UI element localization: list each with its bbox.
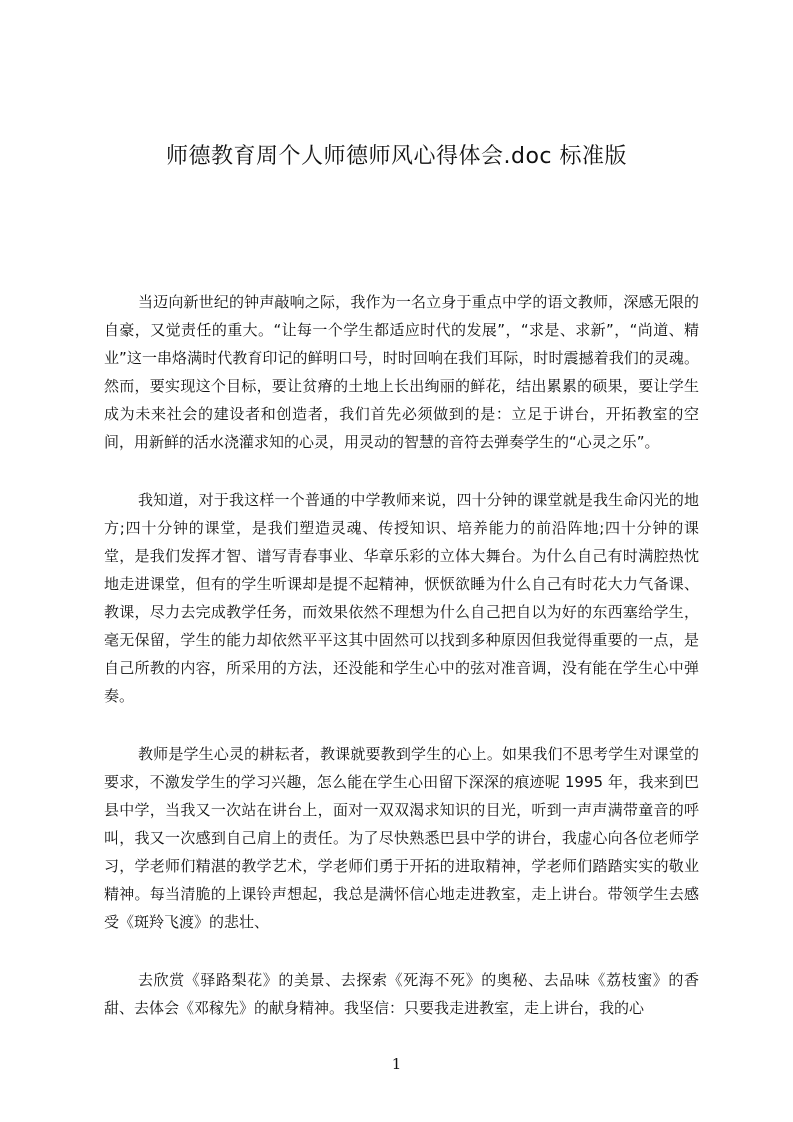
paragraph-4: 去欣赏《驿路梨花》的美景、去探索《死海不死》的奥秘、去品味《荔枝蜜》的香甜、去体会《邓稼先》的献身精神。我坚信：只要我走进教室，走上讲台，我的心 bbox=[104, 971, 699, 1017]
page-number: 1 bbox=[391, 1055, 402, 1073]
paragraph-2: 我知道，对于我这样一个普通的中学教师来说，四十分钟的课堂就是我生命闪光的地方;四十分钟的课堂，是我们塑造灵魂、传授知识、培养能力的前沿阵地;四十分钟的课堂，是我们发挥才智、谱写青春事业、华章乐彩的立体大舞台。为什么自己有时满腔热忱地走进课堂，但有的学生听课却是提不起精神，恹恹欲睡为什么自己有时花大力气备课、教课，尽力去完成教学任务，而效果依然不理想为什么自己把自以为好的东西塞给学生，毫无保留，学生的能力却依然平平这其中固然可以找到多种原因但我觉得重要的一点，是自己所教的内容，所采用的方法，还没能和学生心中的弦对准音调，没有能在学生心中弹奏。 bbox=[104, 491, 699, 705]
paragraph-1: 当迈向新世纪的钟声敲响之际，我作为一名立身于重点中学的语文教师，深感无限的自豪，又觉责任的重大。“让每一个学生都适应时代的发展”，“求是、求新”，“尚道、精业”这一串烙满时代教育印记的鲜明口号，时时回响在我们耳际，时时震撼着我们的灵魂。然而，要实现这个目标，要让贫瘠的土地上长出绚丽的鲜花，结出累累的硕果，要让学生成为未来社会的建设者和创造者，我们首先必须做到的是：立足于讲台，开拓教室的空间，用新鲜的活水浇灌求知的心灵，用灵动的智慧的音符去弹奏学生的“心灵之乐”。 bbox=[104, 293, 699, 451]
paragraph-3: 教师是学生心灵的耕耘者，教课就要教到学生的心上。如果我们不思考学生对课堂的要求，不激发学生的学习兴趣，怎么能在学生心田留下深深的痕迹呢 1995 年，我来到巴县中学，当我又一次站在讲台上，面对一双双渴求知识的目光，听到一声声满带童音的呼叫，我又一次感到自己肩上的责任。为了尽快熟悉巴县中学的讲台，我虚心向各位老师学习，学老师们精湛的教学艺术，学老师们勇于开拓的进取精神，学老师们踏踏实实的敬业精神。每当清脆的上课铃声想起，我总是满怀信心地走进教室，走上讲台。带领学生去感受《斑羚飞渡》的悲壮、 bbox=[104, 745, 699, 931]
document-title: 师德教育周个人师德师风心得体会.doc 标准版 bbox=[165, 144, 627, 169]
document-body bbox=[104, 288, 699, 1052]
